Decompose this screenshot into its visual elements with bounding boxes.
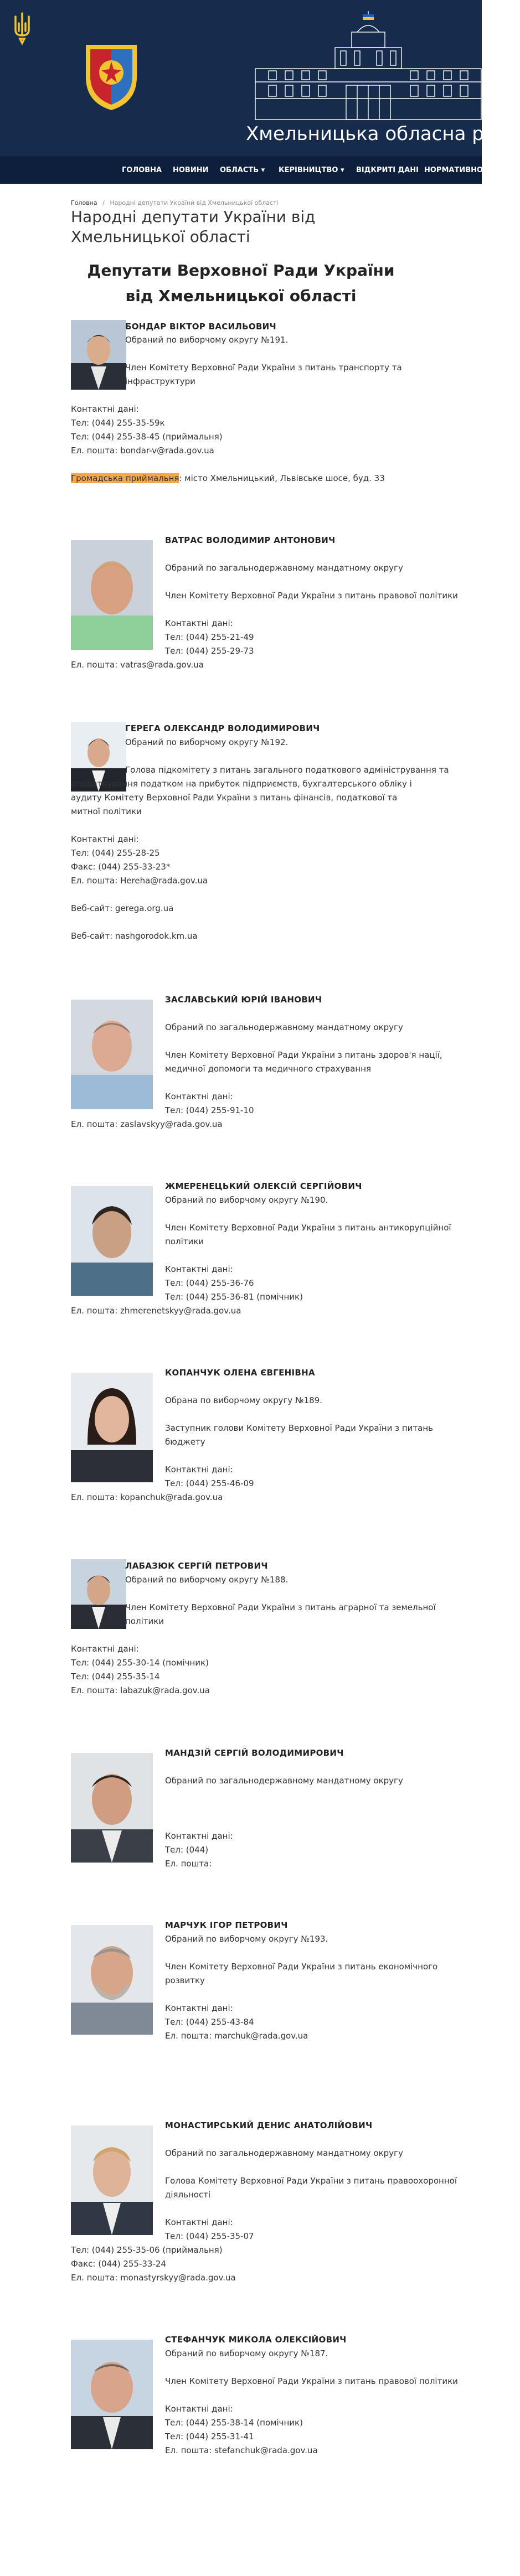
deputy-email[interactable]: Ел. пошта: kopanchuk@rada.gov.ua xyxy=(71,1492,223,1502)
deputy-phone: Тел: (044) 255-38-45 (приймальня) xyxy=(71,432,223,442)
contacts-label: Контактні дані: xyxy=(165,2003,233,2013)
nav-item-regulations[interactable]: НОРМАТИВНО-П xyxy=(424,166,492,174)
deputy-photo xyxy=(71,1925,153,2035)
deputy-position: Член Комітету Верховної Ради України з питань антикорупційної xyxy=(165,1223,451,1233)
deputy-email[interactable]: Ел. пошта: bondar-v@rada.gov.ua xyxy=(71,446,214,456)
deputy-phone: Тел: (044) 255-35-06 (приймальня) xyxy=(71,2245,223,2255)
deputy-name: МАРЧУК ІГОР ПЕТРОВИЧ xyxy=(165,1920,288,1930)
deputy-phone: Тел: (044) 255-28-25 xyxy=(71,848,160,858)
contacts-label: Контактні дані: xyxy=(165,2404,233,2414)
deputy-phone: Тел: (044) 255-43-84 xyxy=(165,2017,254,2027)
deputy-phone: Тел: (044) 255-29-73 xyxy=(165,646,254,656)
reception-label: Громадська приймальня xyxy=(71,473,179,483)
deputy-district: Обрана по виборчому округу №189. xyxy=(165,1395,322,1405)
deputy-position: інфраструктури xyxy=(125,376,195,386)
deputy-email[interactable]: Ел. пошта: zaslavskyy@rada.gov.ua xyxy=(71,1119,223,1129)
nav-item-open-data[interactable]: ВІДКРИТІ ДАНІ xyxy=(356,166,419,174)
deputy-name: БОНДАР ВІКТОР ВАСИЛЬОВИЧ xyxy=(125,322,276,332)
deputy-position: Член Комітету Верховної Ради України з питань аграрної та земельної xyxy=(125,1602,436,1612)
deputy-email[interactable]: Ел. пошта: xyxy=(165,1859,212,1869)
deputy-district: Обраний по виборчому округу №190. xyxy=(165,1195,328,1205)
deputy-position: політики xyxy=(125,1616,164,1626)
deputy-email[interactable]: Ел. пошта: labazuk@rada.gov.ua xyxy=(71,1685,210,1695)
deputy-name: ЛАБАЗЮК СЕРГІЙ ПЕТРОВИЧ xyxy=(125,1561,268,1571)
deputy-position: медичної допомоги та медичного страхування xyxy=(165,1064,372,1074)
contacts-label: Контактні дані: xyxy=(71,404,139,414)
deputy-district: Обраний по загальнодержавному мандатному округу xyxy=(165,1022,403,1032)
chevron-down-icon: ▾ xyxy=(261,166,265,174)
chevron-down-icon: ▾ xyxy=(340,166,344,174)
nav-item-news[interactable]: НОВИНИ xyxy=(173,166,209,174)
contacts-label: Контактні дані: xyxy=(71,1644,139,1654)
deputy-position: Член Комітету Верховної Ради України з питань правової політики xyxy=(165,2376,458,2386)
deputy-district: Обраний по виборчому округу №191. xyxy=(125,335,289,345)
contacts-label: Контактні дані: xyxy=(71,834,139,844)
deputy-district: Обраний по загальнодержавному мандатному округу xyxy=(165,1776,403,1786)
deputy-district: Обраний по загальнодержавному мандатному округу xyxy=(165,563,403,573)
deputy-phone: Тел: (044) 255-38-14 (помічник) xyxy=(165,2418,303,2428)
contacts-label: Контактні дані: xyxy=(165,2217,233,2227)
public-reception xyxy=(71,472,385,485)
nav-item-home[interactable]: ГОЛОВНА xyxy=(122,166,162,174)
deputy-position: політики xyxy=(165,1237,204,1246)
deputy-phone: Тел: (044) xyxy=(165,1845,209,1855)
deputy-name: КОПАНЧУК ОЛЕНА ЄВГЕНІВНА xyxy=(165,1368,315,1378)
main-nav xyxy=(0,156,492,184)
deputy-phone: Тел: (044) 255-35-14 xyxy=(71,1672,160,1682)
deputy-phone: Тел: (044) 255-21-49 xyxy=(165,632,254,642)
deputy-email[interactable]: Ел. пошта: stefanchuk@rada.gov.ua xyxy=(165,2445,318,2455)
deputy-name: МОНАСТИРСЬКИЙ ДЕНИС АНАТОЛІЙОВИЧ xyxy=(165,2120,373,2130)
council-building-icon xyxy=(252,15,485,122)
deputy-district: Обраний по загальнодержавному мандатному округу xyxy=(165,2148,403,2158)
deputy-name: ЖМЕРЕНЕЦЬКИЙ ОЛЕКСІЙ СЕРГІЙОВИЧ xyxy=(165,1181,362,1191)
deputy-email[interactable]: Ел. пошта: marchuk@rada.gov.ua xyxy=(165,2031,308,2041)
site-header xyxy=(0,0,520,156)
deputy-position: Член Комітету Верховної Ради України з питань здоров'я нації, xyxy=(165,1050,442,1060)
breadcrumb xyxy=(71,199,278,206)
deputy-position: діяльності xyxy=(165,2190,211,2200)
deputy-phone: Тел: (044) 255-36-76 xyxy=(165,1278,254,1288)
deputy-email[interactable]: Ел. пошта: zhmerenetskyy@rada.gov.ua xyxy=(71,1306,241,1316)
deputy-district: Обраний по виборчому округу №193. xyxy=(165,1934,328,1944)
breadcrumb-current: Народні депутати України від Хмельницької області xyxy=(110,199,279,206)
deputy-position: Заступник голови Комітету Верховної Ради України з питань xyxy=(165,1423,433,1433)
nav-item-label: ОБЛАСТЬ xyxy=(220,166,259,174)
deputy-position: Член Комітету Верховної Ради України з питань транспорту та xyxy=(125,363,402,373)
deputy-phone: Тел: (044) 255-35-59к xyxy=(71,418,165,428)
deputy-photo xyxy=(71,320,126,390)
deputy-position: бюджету xyxy=(165,1437,205,1447)
deputy-photo xyxy=(71,1000,153,1109)
deputy-position: Голова підкомітету з питань загального податкового адміністрування та xyxy=(125,765,449,775)
deputy-photo xyxy=(71,1186,153,1296)
deputy-photo xyxy=(71,540,153,650)
contacts-label: Контактні дані: xyxy=(165,1465,233,1475)
reception-address: : місто Хмельницький, Львівське шосе, буд. 33 xyxy=(179,473,385,483)
deputy-phone: Тел: (044) 255-35-07 xyxy=(165,2231,254,2241)
nav-item-label: КЕРІВНИЦТВО xyxy=(279,166,338,174)
contacts-label: Контактні дані: xyxy=(165,618,233,628)
deputy-position: митної політики xyxy=(71,806,142,816)
deputy-phone: Тел: (044) 255-46-09 xyxy=(165,1478,254,1488)
deputy-name: ВАТРАС ВОЛОДИМИР АНТОНОВИЧ xyxy=(165,535,336,545)
deputy-photo xyxy=(71,2125,153,2235)
deputy-photo xyxy=(71,2340,153,2449)
contacts-label: Контактні дані: xyxy=(165,1831,233,1841)
deputy-position: розвитку xyxy=(165,1975,205,1985)
deputy-photo xyxy=(71,1753,153,1863)
deputy-fax: Факс: (044) 255-33-23* xyxy=(71,862,171,872)
deputy-name: ГЕРЕГА ОЛЕКСАНДР ВОЛОДИМИРОВИЧ xyxy=(125,723,320,733)
breadcrumb-separator: / xyxy=(102,199,105,206)
coat-of-arms-icon xyxy=(80,42,142,112)
deputy-phone: Тел: (044) 255-30-14 (помічник) xyxy=(71,1658,209,1668)
deputy-email[interactable]: Ел. пошта: vatras@rada.gov.ua xyxy=(71,660,204,670)
trident-icon xyxy=(11,11,33,44)
page-title: Народні депутати України від Хмельницької області xyxy=(71,208,316,246)
org-name: Хмельницька обласна рада xyxy=(246,123,520,145)
deputy-phone: Тел: (044) 255-91-10 xyxy=(165,1105,254,1115)
deputy-photo xyxy=(71,1373,153,1482)
deputy-position: оподаткування податком на прибуток підприємств, бухгалтерського обліку і xyxy=(71,779,412,789)
deputy-photo xyxy=(71,1559,126,1629)
deputy-district: Обраний по виборчому округу №187. xyxy=(165,2349,328,2358)
nav-item-leadership[interactable] xyxy=(279,166,344,174)
deputy-district: Обраний по виборчому округу №192. xyxy=(125,737,289,747)
deputy-fax: Факс: (044) 255-33-24 xyxy=(71,2259,166,2269)
deputy-email[interactable]: Ел. пошта: Herehа@rada.gov.ua xyxy=(71,876,208,886)
deputy-name: ЗАСЛАВСЬКИЙ ЮРІЙ ІВАНОВИЧ xyxy=(165,995,322,1005)
breadcrumb-home[interactable]: Головна xyxy=(71,199,97,206)
deputy-phone: Тел: (044) 255-31-41 xyxy=(165,2432,254,2441)
deputy-position: Член Комітету Верховної Ради України з питань економічного xyxy=(165,1962,438,1972)
deputy-position: аудиту Комітету Верховної Ради України з питань фінансів, податкової та xyxy=(71,793,398,803)
contacts-label: Контактні дані: xyxy=(165,1264,233,1274)
deputy-email[interactable]: Ел. пошта: monastyrskyy@rada.gov.ua xyxy=(71,2273,236,2283)
deputy-name: СТЕФАНЧУК МИКОЛА ОЛЕКСІЙОВИЧ xyxy=(165,2335,347,2345)
deputy-position: Член Комітету Верховної Ради України з питань правової політики xyxy=(165,591,458,601)
nav-item-region[interactable] xyxy=(220,166,265,174)
section-title: Депутати Верховної Ради України від Хмельницької області xyxy=(87,261,395,305)
deputy-website[interactable]: Веб-сайт: nashgorodok.km.ua xyxy=(71,931,198,941)
deputy-name: МАНДЗІЙ СЕРГІЙ ВОЛОДИМИРОВИЧ xyxy=(165,1748,344,1758)
deputy-district: Обраний по виборчому округу №188. xyxy=(125,1575,289,1585)
deputy-phone: Тел: (044) 255-36-81 (помічник) xyxy=(165,1292,303,1302)
contacts-label: Контактні дані: xyxy=(165,1092,233,1101)
deputy-website[interactable]: Веб-сайт: gerega.org.ua xyxy=(71,903,174,913)
deputy-position: Голова Комітету Верховної Ради України з питань правоохоронної xyxy=(165,2176,457,2186)
